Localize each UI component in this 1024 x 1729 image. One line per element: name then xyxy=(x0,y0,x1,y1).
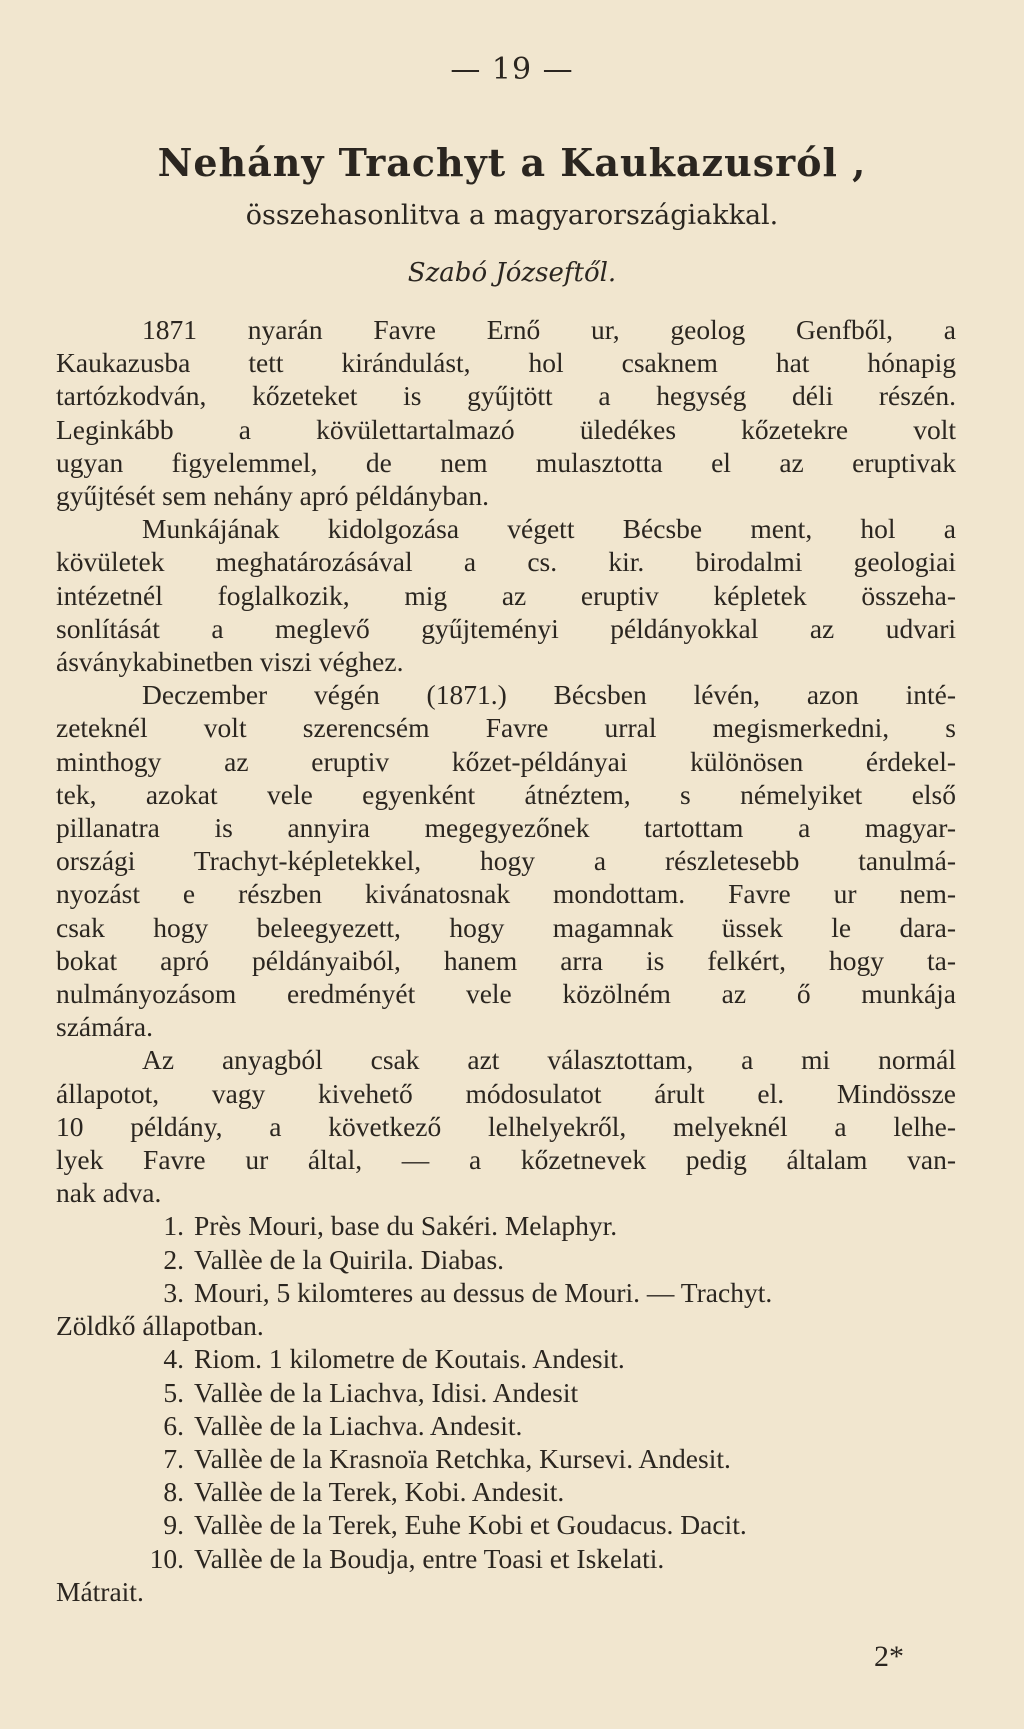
text-line: állapotot, vagy kivehető módosulatot árult el. Mindössze xyxy=(56,1077,956,1109)
text-line: ugyan figyelemmel, de nem mulasztotta el az eruptivak xyxy=(56,446,956,478)
article-title: Nehány Trachyt a Kaukazusról , xyxy=(157,140,867,185)
text-line: 1871 nyarán Favre Ernő ur, geolog Genfből, a xyxy=(142,314,956,345)
page-number: — 19 — xyxy=(450,52,574,87)
list-text: Vallèe de la Krasnoïa Retchka, Kursevi. Andesit. xyxy=(194,1442,731,1474)
paragraph xyxy=(56,512,956,678)
list-item xyxy=(56,1209,956,1242)
list-item xyxy=(56,1342,956,1375)
list-text: Mouri, 5 kilomteres au dessus de Mouri. — Trachyt. xyxy=(194,1276,773,1308)
list-text: Vallèe de la Terek, Euhe Kobi et Goudacus. Dacit. xyxy=(194,1509,747,1541)
list-number: 7. xyxy=(163,1442,184,1474)
text-line: lyek Favre ur által, — a kőzetnevek pedig általam van- xyxy=(56,1144,956,1176)
text-line: Deczember végén (1871.) Bécsben lévén, azon inté- xyxy=(142,679,956,711)
text-line: Leginkább a kövülettartalmazó üledékes kőzetekre volt xyxy=(56,413,956,445)
list-item xyxy=(56,1243,956,1276)
text-line: csak hogy beleegyezett, hogy magamnak üssek le dara- xyxy=(56,911,956,943)
list-item xyxy=(56,1276,956,1309)
list-item xyxy=(56,1475,956,1508)
paragraph xyxy=(56,678,956,1043)
list-number: 4. xyxy=(163,1343,184,1375)
paragraph xyxy=(56,1043,956,1209)
list-number: 1. xyxy=(163,1210,184,1242)
text-line: 10 példány, a következő lelhelyekről, melyeknél a lelhe- xyxy=(56,1110,956,1142)
text-line: nulmányozásom eredményét vele közölném az ő munkája xyxy=(56,978,956,1010)
list-item xyxy=(56,1409,956,1442)
list-number: 8. xyxy=(163,1476,184,1508)
list-number: 6. xyxy=(163,1409,184,1441)
text-line: kövületek meghatározásával a cs. kir. birodalmi geologiai xyxy=(56,546,956,578)
list-number: 2. xyxy=(163,1243,184,1275)
text-line: nyozást e részben kivánatosnak mondottam. Favre ur nem- xyxy=(56,878,956,910)
text-line: minthogy az eruptiv kőzet-példányai különösen érdekel- xyxy=(56,745,956,777)
text-line: tartózkodván, kőzeteket is gyűjtött a hegység déli részén. xyxy=(56,380,956,412)
list-number: 10. xyxy=(149,1542,184,1574)
text-line: Kaukazusba tett kirándulást, hol csaknem hat hónapig xyxy=(56,347,956,379)
text-line: ásványkabinetben viszi véghez. xyxy=(56,646,404,678)
text-line: zeteknél volt szerencsém Favre urral megismerkedni, s xyxy=(56,712,956,744)
list-text: Près Mouri, base du Sakéri. Melaphyr. xyxy=(194,1210,618,1242)
list-item xyxy=(56,1542,956,1575)
text-line: Az anyagból csak azt választottam, a mi normál xyxy=(142,1044,956,1076)
text-line: országi Trachyt-képletekkel, hogy a részletesebb tanulmá- xyxy=(56,845,956,877)
text-line: számára. xyxy=(56,1011,153,1043)
article-author: Szabó Józseftől. xyxy=(407,258,617,288)
list-item xyxy=(56,1442,956,1475)
specimen-list xyxy=(56,1209,956,1607)
list-text: Vallèe de la Quirila. Diabas. xyxy=(194,1243,505,1275)
paragraph xyxy=(56,313,956,512)
list-item xyxy=(56,1508,956,1541)
list-item-continuation: Mátrait. xyxy=(56,1575,144,1607)
text-line: tek, azokat vele egyenként átnéztem, s némelyiket első xyxy=(56,778,956,810)
text-line: sonlítását a meglevő gyűjteményi példányokkal az udvari xyxy=(56,612,956,644)
list-text: Riom. 1 kilometre de Koutais. Andesit. xyxy=(194,1343,625,1375)
signature-mark: 2* xyxy=(874,1640,904,1673)
list-text: Vallèe de la Liachva, Idisi. Andesit xyxy=(194,1376,579,1408)
list-number: 9. xyxy=(163,1509,184,1541)
list-text: Vallèe de la Terek, Kobi. Andesit. xyxy=(194,1476,565,1508)
article-body xyxy=(56,313,956,1608)
text-line: pillanatra is annyira megegyezőnek tartottam a magyar- xyxy=(56,812,956,844)
list-number: 3. xyxy=(163,1276,184,1308)
list-number: 5. xyxy=(163,1376,184,1408)
article-subtitle: összehasonlitva a magyarországiakkal. xyxy=(245,200,779,231)
text-line: intézetnél foglalkozik, mig az eruptiv képletek összeha- xyxy=(56,579,956,611)
list-item xyxy=(56,1376,956,1409)
list-item-continuation: Zöldkő állapotban. xyxy=(56,1310,264,1342)
text-line: nak adva. xyxy=(56,1177,162,1209)
text-line: bokat apró példányaiból, hanem arra is felkért, hogy ta- xyxy=(56,944,956,976)
list-text: Vallèe de la Boudja, entre Toasi et Iskelati. xyxy=(194,1542,665,1574)
text-line: gyűjtését sem nehány apró példányban. xyxy=(56,480,489,512)
list-text: Vallèe de la Liachva. Andesit. xyxy=(194,1409,523,1441)
text-line: Munkájának kidolgozása végett Bécsbe ment, hol a xyxy=(142,513,956,545)
